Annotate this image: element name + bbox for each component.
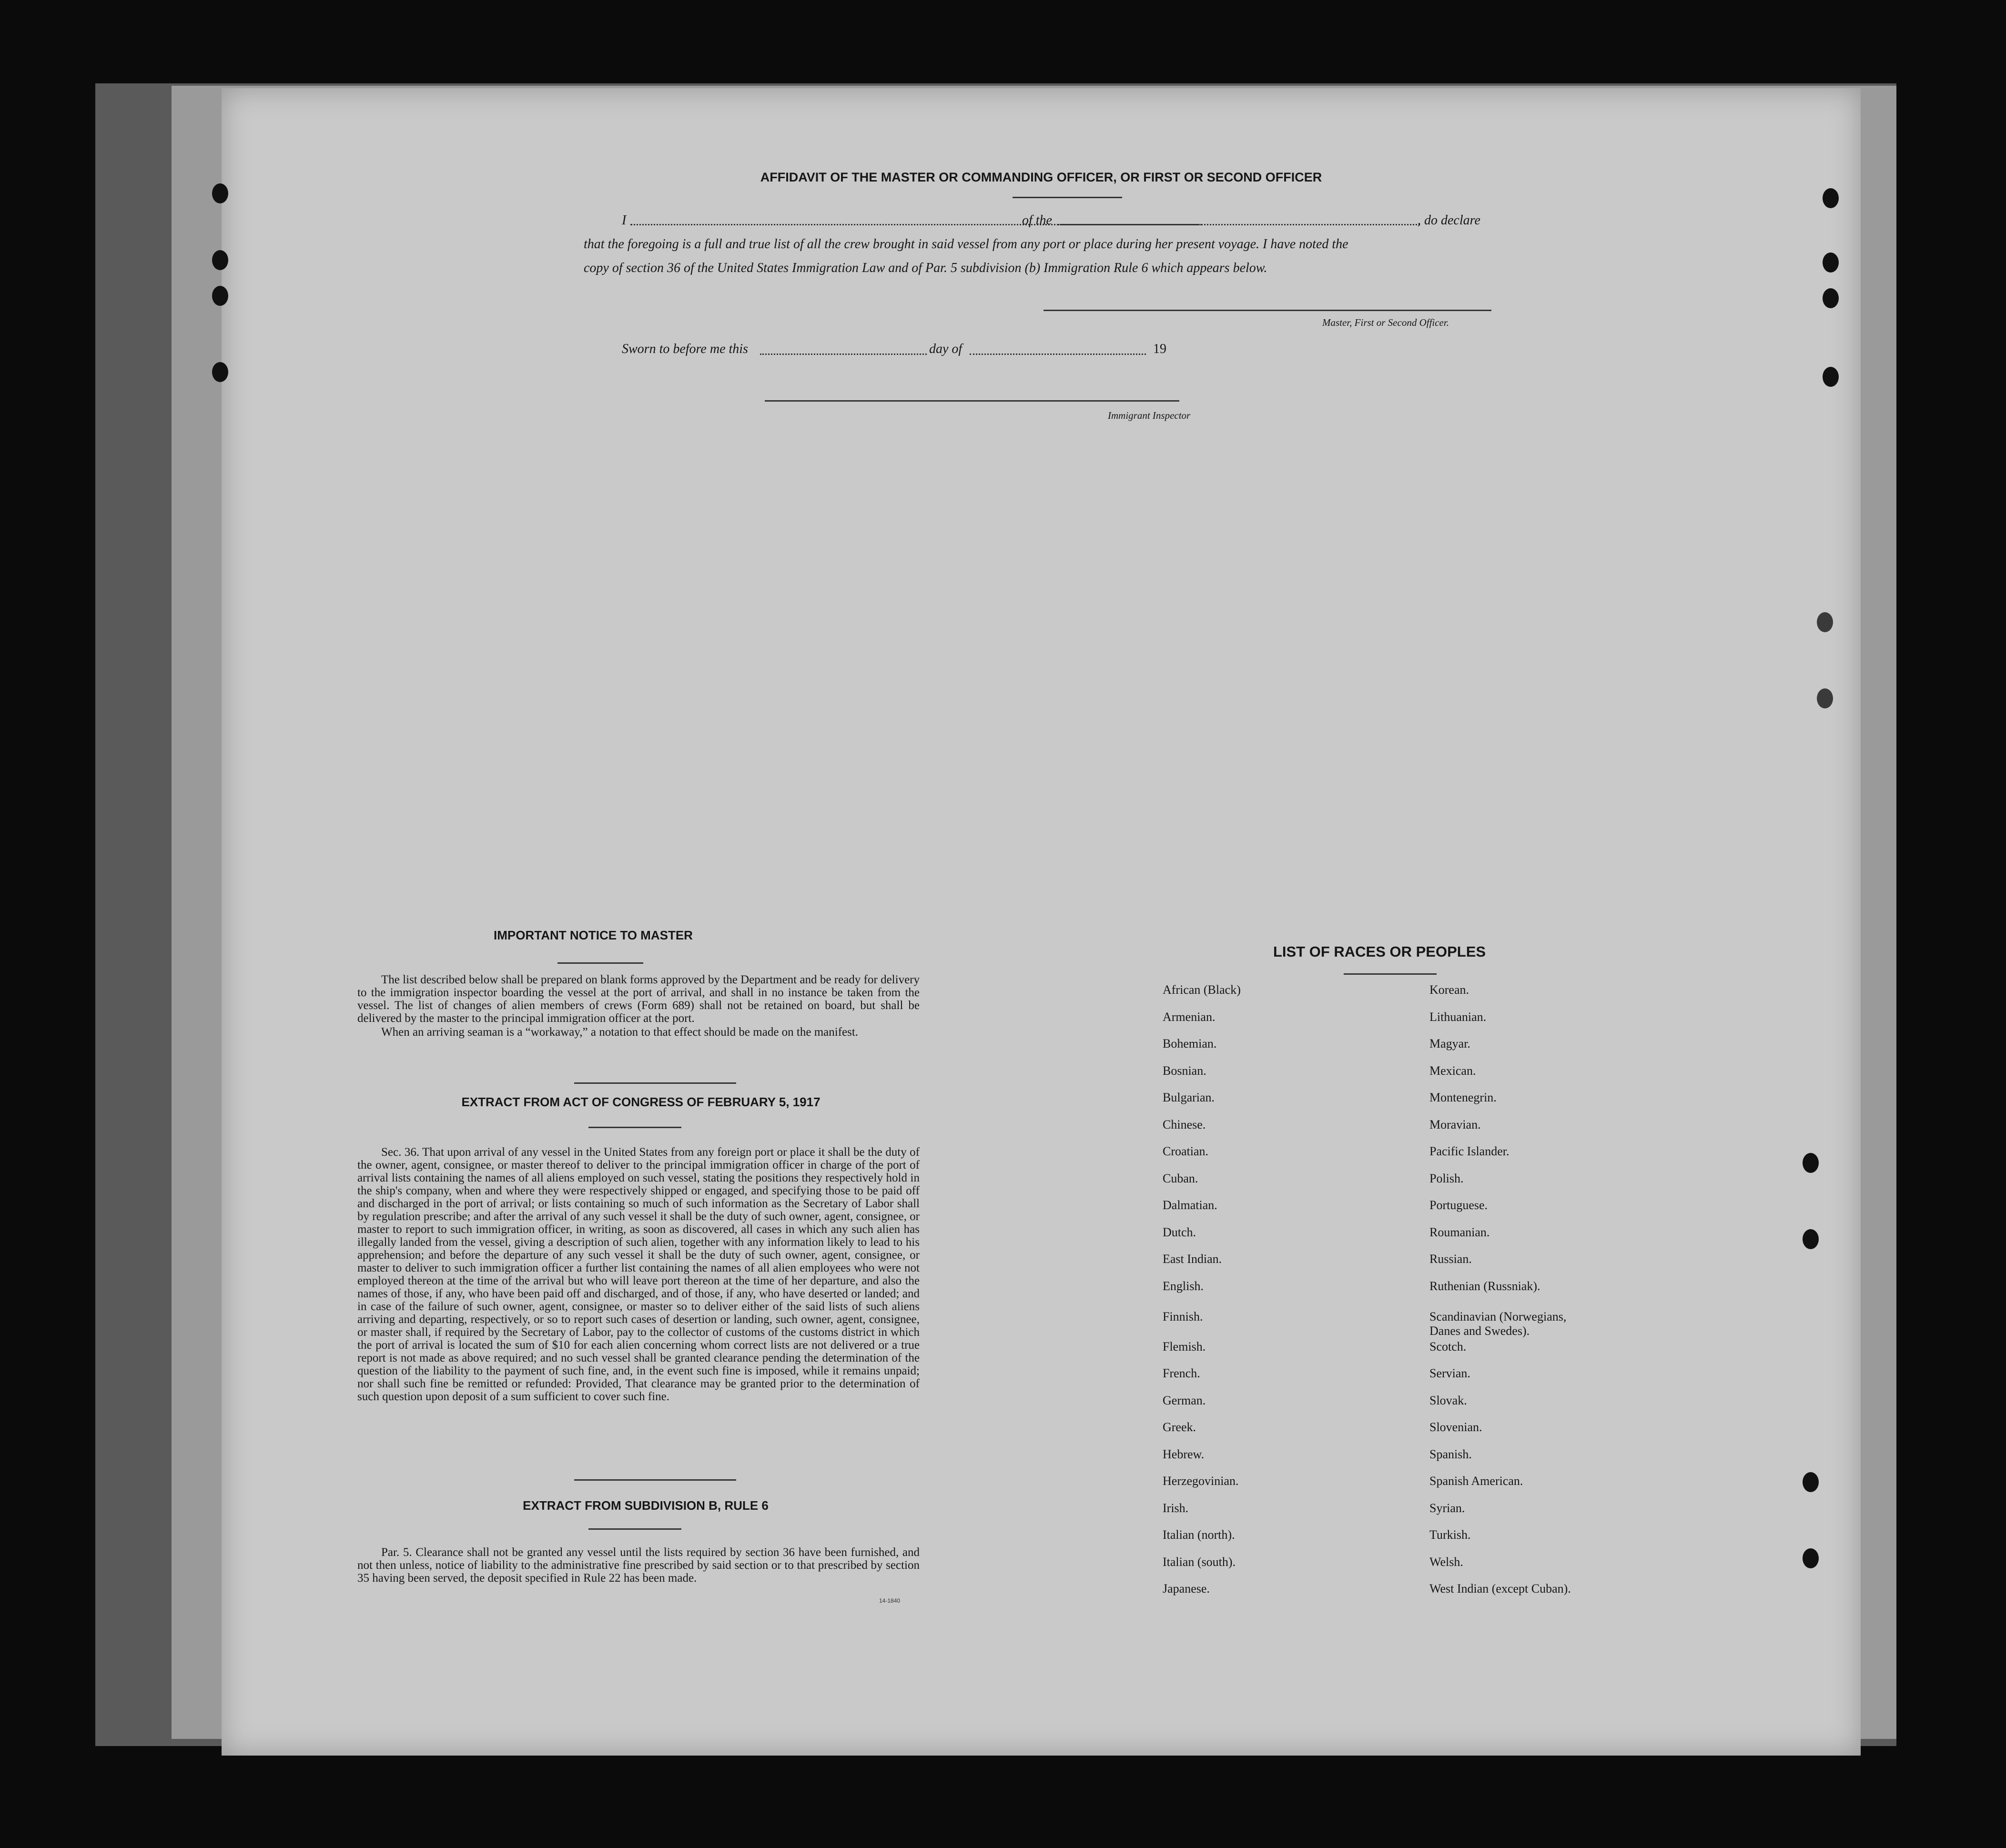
race-item: Irish. (1163, 1501, 1189, 1515)
race-item: Italian (north). (1163, 1528, 1235, 1542)
race-item: East Indian. (1163, 1252, 1222, 1266)
extract-rule-title: EXTRACT FROM SUBDIVISION B, RULE 6 (523, 1498, 769, 1513)
race-item: Chinese. (1163, 1117, 1206, 1131)
race-item: Bosnian. (1163, 1063, 1206, 1078)
race-item: Syrian. (1429, 1501, 1465, 1515)
document-page (222, 88, 1861, 1756)
affidavit-i: I (622, 213, 627, 228)
year-prefix: 19 (1153, 342, 1166, 356)
affidavit-declare: , do declare (1418, 213, 1480, 228)
races-title: LIST OF RACES OR PEOPLES (1273, 943, 1486, 960)
affidavit-title: AFFIDAVIT OF THE MASTER OR COMMANDING OFFICER, OR FIRST OR SECOND OFFICER (760, 170, 1322, 184)
binder-hole (1817, 688, 1833, 708)
notice-paragraph-1: The list described below shall be prepared on blank forms approved by the Department and be ready for delivery to the immigration inspector boarding the vessel at the port of arrival, and shall in no instance be taken from the vessel. The list of changes of alien members of crews (Form 689) shall not be retained on board, but shall be delivered by the master to the principal immigration officer at the port. (357, 973, 920, 1025)
binder-hole (1803, 1153, 1819, 1173)
notice-rule (557, 962, 643, 964)
race-item: Roumanian. (1429, 1225, 1490, 1239)
race-item: Turkish. (1429, 1528, 1471, 1542)
race-item: Cuban. (1163, 1171, 1198, 1185)
extract-act-text (357, 1146, 920, 1404)
inspector-signature-line (765, 400, 1179, 402)
binder-hole (212, 362, 228, 382)
race-item: Montenegrin. (1429, 1091, 1497, 1104)
race-item: African (Black) (1163, 983, 1241, 997)
race-item: West Indian (except Cuban). (1429, 1582, 1571, 1596)
race-item: Welsh. (1429, 1555, 1463, 1569)
race-item: Bohemian. (1163, 1037, 1217, 1050)
binder-hole (1823, 367, 1839, 387)
race-item: Mexican. (1429, 1063, 1476, 1078)
binder-hole (1823, 188, 1839, 208)
form-number: 14-1840 (879, 1597, 901, 1604)
race-item: Pacific Islander. (1429, 1144, 1510, 1158)
race-item: Croatian. (1163, 1144, 1209, 1158)
binder-hole (1823, 252, 1839, 273)
race-item: Greek. (1163, 1420, 1196, 1434)
race-item: Servian. (1429, 1366, 1470, 1380)
race-item: Slovenian. (1429, 1420, 1482, 1434)
sworn-text: Sworn to before me this (622, 342, 748, 356)
race-item: Italian (south). (1163, 1555, 1236, 1569)
extract-act-rule (588, 1127, 681, 1128)
vessel-blank (1058, 224, 1420, 225)
binder-hole (1823, 288, 1839, 308)
affidavit-line3: copy of section 36 of the United States Immigration Law and of Par. 5 subdivision (b) Immigration Rule 6 which appears below. (584, 261, 1267, 275)
master-caption: Master, First or Second Officer. (1322, 317, 1449, 328)
binder-hole (1803, 1548, 1819, 1568)
race-item: Armenian. (1163, 1010, 1216, 1024)
affidavit-line2: that the foregoing is a full and true list of all the crew brought in said vessel from any port or place during her present voyage. I have noted the (584, 237, 1348, 252)
race-item: Japanese. (1163, 1582, 1210, 1596)
races-right-column (1429, 983, 1668, 1602)
notice-title: IMPORTANT NOTICE TO MASTER (494, 928, 693, 942)
race-item: Dalmatian. (1163, 1198, 1217, 1212)
race-item: German. (1163, 1393, 1206, 1407)
race-item: Portuguese. (1429, 1198, 1488, 1212)
race-item: Ruthenian (Russniak). (1429, 1279, 1540, 1293)
race-item: Dutch. (1163, 1225, 1196, 1239)
day-of-text: day of (929, 342, 962, 356)
race-item: Hebrew. (1163, 1447, 1205, 1461)
affidavit-of-the: of the (1022, 213, 1052, 228)
race-item: Flemish. (1163, 1339, 1206, 1353)
race-item: Scotch. (1429, 1339, 1467, 1353)
binder-hole (212, 286, 228, 306)
race-item: Scandinavian (Norwegians, Danes and Swedes). (1429, 1310, 1567, 1338)
binder-hole (1803, 1229, 1819, 1249)
extract-act-title: EXTRACT FROM ACT OF CONGRESS OF FEBRUARY 5, 1917 (461, 1095, 821, 1109)
extract-rule-text (357, 1546, 920, 1585)
extract-act-end-rule (574, 1479, 736, 1481)
inspector-caption: Immigrant Inspector (1108, 410, 1191, 421)
race-item: Finnish. (1163, 1310, 1203, 1323)
race-item: Spanish. (1429, 1447, 1472, 1461)
race-item: Spanish American. (1429, 1474, 1523, 1488)
binder-hole (212, 183, 228, 203)
race-item: French. (1163, 1366, 1200, 1380)
races-rule (1344, 973, 1437, 975)
binder-hole (1803, 1472, 1819, 1492)
binder-hole (212, 250, 228, 270)
race-item: Russian. (1429, 1252, 1472, 1266)
race-item: Lithuanian. (1429, 1010, 1487, 1024)
race-item: Korean. (1429, 983, 1469, 997)
race-item: Polish. (1429, 1171, 1464, 1185)
section-36-text: Sec. 36. That upon arrival of any vessel in the United States from any foreign port or place it shall be the duty of the owner, agent, consignee, or master thereof to deliver to the principal immigration officer in charge of the port of arrival lists containing the names of all aliens employed on such vessel, stating the positions they respectively hold in the ship's company, when and where they were respectively shipped or engaged, and specifying those to be paid off and discharged in the port of arrival; or lists containing so much of such information as the Secretary of Labor shall by regulation prescribe; and after the arrival of any such vessel it shall be the duty of such owner, agent, consignee, or master to report to such immigration officer, in writing, as soon as discovered, all cases in which any such alien has illegally landed from the vessel, giving a description of such alien, together with any information likely to lead to his apprehension; and before the departure of any such vessel it shall be the duty of such owner, agent, consignee, or master to deliver to such immigration officer a further list containing the names of all alien employees who were not employed thereon at the time of the arrival but who will leave port thereon at the time of her departure, and also the names of those, if any, who have been paid off and discharged, and of those, if any, who have deserted or landed; and in case of the failure of such owner, agent, consignee, or master so to deliver either of the said lists of such aliens arriving and departing, respectively, or so to report such cases of desertion or landing, such owner, agent, consignee, or master shall, if required by the Secretary of Labor, pay to the collector of customs of the customs district in which the port of arrival is located the sum of $10 for each alien concerning whom correct lists are not delivered or a true report is not made as above required; and no such vessel shall be granted clearance pending the determination of the question of the liability to the payment of such fine, and, in the event such fine is imposed, while it remains unpaid; nor shall such fine be remitted or refunded: Provided, That clearance may be granted prior to the determination of such question upon deposit of a sum sufficient to cover such fine. (357, 1146, 920, 1403)
race-item: Magyar. (1429, 1037, 1470, 1050)
race-item: Moravian. (1429, 1117, 1481, 1131)
par-5-text: Par. 5. Clearance shall not be granted any vessel until the lists required by section 36 have been furnished, and not then unless, notice of liability to the administrative fine prescribed by said section or to that prescribed by section 35 having been served, the deposit specified in Rule 22 has been made. (357, 1546, 920, 1585)
extract-rule-rule (588, 1528, 681, 1530)
race-item: Herzegovinian. (1163, 1474, 1239, 1488)
race-item: Slovak. (1429, 1393, 1467, 1407)
notice-paragraph-2: When an arriving seaman is a “workaway,” a notation to that effect should be made on the manifest. (381, 1026, 859, 1039)
races-left-column (1163, 983, 1401, 1602)
sworn-day-blank (760, 353, 927, 355)
title-rule (1013, 197, 1122, 198)
race-item: Bulgarian. (1163, 1091, 1215, 1104)
notice-end-rule (574, 1082, 736, 1084)
race-item: English. (1163, 1279, 1204, 1293)
master-signature-line (1044, 310, 1491, 311)
notice-text (357, 973, 920, 1040)
binder-hole (1817, 612, 1833, 632)
sworn-month-blank (970, 353, 1146, 355)
